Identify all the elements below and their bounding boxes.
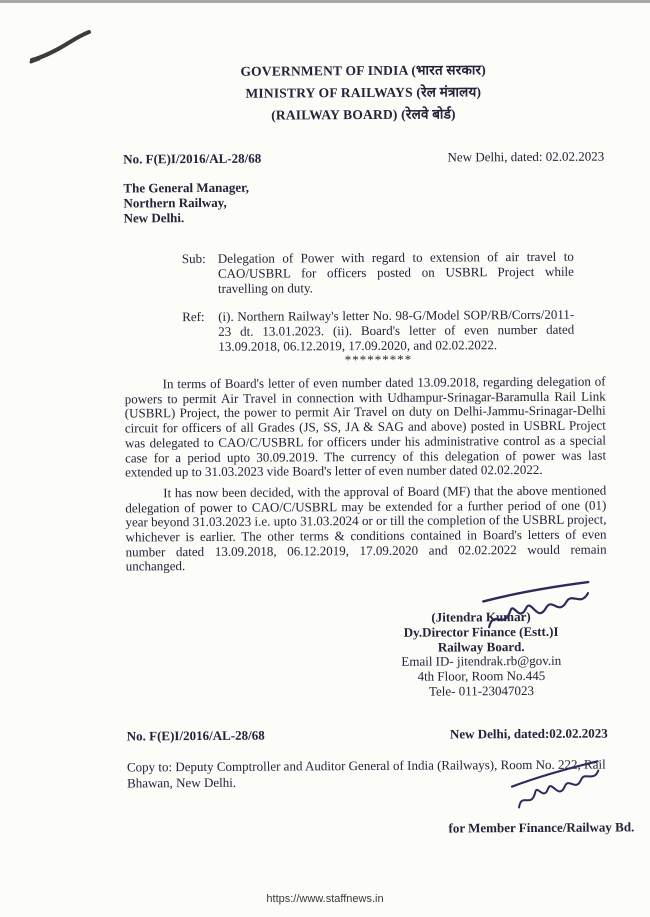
board-line: (RAILWAY BOARD) (रेलवे बोर्ड) (271, 106, 456, 123)
addressee-block (123, 178, 604, 226)
reference-line-top (123, 149, 604, 167)
place-date: New Delhi, dated:02.02.2023 (449, 725, 608, 742)
reference-block (182, 307, 574, 354)
ministry-line: MINISTRY OF RAILWAYS (रेल मंत्रालय) (245, 84, 482, 101)
govt-line: GOVERNMENT OF INDIA (भारत सरकार) (240, 62, 486, 79)
place-date: New Delhi, dated: 02.02.2023 (447, 148, 605, 165)
signatory-address: 4th Floor, Room No.445 (417, 667, 546, 684)
letter-number: No. F(E)I/2016/AL-28/68 (123, 150, 262, 167)
body-paragraph-2: It has now been decided, with the approval of Board (MF) that the above mentioned delegation of power to CAO/C/USBRL may be extended for a further period of one (01) year beyond 31.03.2023 i.e. upto 31.03.2024 or or till the completion of the USBRL project, whichever is earlier. The other terms & conditions contained in Board's letters of even number dated 13.09.2018, 06.12.2019, 17.09.2020 and 02.02.2022 would remain unchanged. (125, 482, 607, 574)
signatory-phone: Tele- 011-23047023 (428, 682, 535, 699)
signature-block (355, 610, 608, 700)
subject-text: Delegation of Power with regard to extension of air travel to CAO/USBRL for officers posted on USBRL Project while travelling on duty. (217, 248, 574, 296)
reference-text: (i). Northern Railway's letter No. 98-G/Model SOP/RB/Corrs/2011-23 dt. 13.01.2023. (ii). Board's letter of even number dated 13.09.2018, 06.12.2019, 17.09.2020, and 02.02.2022. (218, 306, 575, 354)
letter-number: No. F(E)I/2016/AL-28/68 (126, 727, 265, 744)
subject-block (182, 249, 574, 296)
subject-label: Sub: (181, 250, 206, 267)
body-paragraph-1: In terms of Board's letter of even number dated 13.09.2018, regarding delegation of powers to permit Air Travel in connection with Udhampur-Srinagar-Baramulla Rail Link (USBRL) Project, the power to permit Air Travel on duty on Delhi-Jammu-Srinagar-Delhi circuit for officers of all Grades (JS, SS, JA & SAG and above) posted in USBRL Project was delegated to CAO/C/USBRL for officers under his administrative control as a special case for a period upto 30.09.2019. The currency of this delegation of power was last extended up to 31.03.2023 vide Board's letter of even number dated 02.02.2022. (124, 373, 607, 480)
reference-label: Ref: (182, 308, 205, 325)
addressee-line: New Delhi. (123, 210, 185, 226)
letter-head (123, 59, 604, 128)
for-member-line: for Member Finance/Railway Bd. (448, 819, 635, 836)
letter-content (123, 59, 635, 839)
watermark-url: https://www.staffnews.in (266, 893, 384, 905)
addressee-line: Northern Railway, (123, 194, 227, 211)
addressee-line: The General Manager, (123, 179, 249, 196)
signatory-email: Email ID- jitendrak.rb@gov.in (401, 653, 562, 670)
reference-line-bottom (127, 726, 608, 744)
signatory-name: (Jitendra Kumar) (431, 609, 531, 625)
separator-stars: ********* (344, 351, 413, 368)
signatory-office: Railway Board. (437, 638, 525, 655)
copy-to-paragraph: Copy to: Deputy Comptroller and Auditor General of India (Railways), Room No. 222, Rail Bhawan, New Delhi. (126, 756, 606, 791)
signatory-designation: Dy.Director Finance (Estt.)I (403, 623, 559, 640)
handwritten-tick-mark (26, 28, 96, 68)
